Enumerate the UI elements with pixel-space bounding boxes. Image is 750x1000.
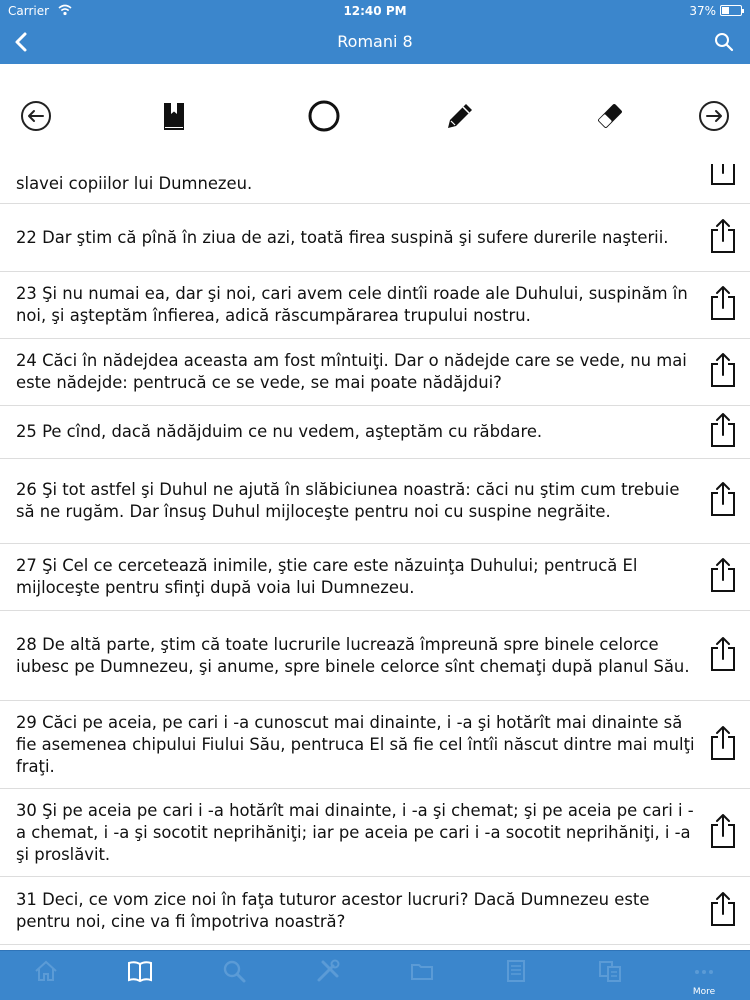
search-icon xyxy=(708,26,740,58)
home-icon xyxy=(33,958,59,984)
search-button[interactable] xyxy=(708,26,740,58)
verse-row[interactable] xyxy=(0,544,750,611)
clock: 12:40 PM xyxy=(343,4,407,18)
folder-icon xyxy=(409,958,435,984)
status-bar xyxy=(0,0,750,22)
tab-compare[interactable] xyxy=(564,951,656,1000)
tab-folders[interactable] xyxy=(376,951,468,1000)
back-button[interactable] xyxy=(6,24,42,60)
share-icon[interactable] xyxy=(708,811,738,851)
verse-text: 24 Căci în nădejdea aceasta am fost mîntuiţi. Dar o nădejde care se vede, nu mai este nădejde: pentrucă ce se vede, se mai poate nădăjdui? xyxy=(16,351,687,392)
verse-row[interactable] xyxy=(0,789,750,877)
chevron-left-icon xyxy=(6,24,42,60)
share-icon[interactable] xyxy=(708,479,738,519)
bookmark-button[interactable] xyxy=(156,98,192,134)
verse-row[interactable] xyxy=(0,406,750,459)
share-icon[interactable] xyxy=(708,723,738,763)
tab-notes[interactable] xyxy=(470,951,562,1000)
arrow-left-circle-icon xyxy=(18,98,54,134)
eraser-button[interactable] xyxy=(592,98,628,134)
battery-fill xyxy=(722,7,729,14)
compare-translations-icon xyxy=(597,958,623,984)
verse-text: 26 Şi tot astfel şi Duhul ne ajută în slăbiciunea noastră: căci nu ştim cum trebuie să ne rugăm. Dar însuş Duhul mijloceşte pentru noi cu suspine negrăite. xyxy=(16,480,680,521)
verse-row[interactable] xyxy=(0,204,750,272)
share-icon[interactable] xyxy=(708,889,738,929)
share-icon[interactable] xyxy=(708,283,738,323)
verse-row[interactable] xyxy=(0,339,750,406)
nav-bar xyxy=(0,22,750,64)
verse-row[interactable] xyxy=(0,701,750,789)
next-chapter-button[interactable] xyxy=(696,98,732,134)
battery-percent: 37% xyxy=(689,4,716,18)
notes-icon xyxy=(503,958,529,984)
pencil-icon xyxy=(442,98,478,134)
tab-search[interactable] xyxy=(188,951,280,1000)
battery-icon xyxy=(720,5,742,16)
verse-row[interactable] xyxy=(0,164,750,204)
note-edit-button[interactable] xyxy=(442,98,478,134)
share-icon[interactable] xyxy=(708,410,738,450)
verse-text: slavei copiilor lui Dumnezeu. xyxy=(16,174,253,193)
share-icon[interactable] xyxy=(708,634,738,674)
tools-icon xyxy=(315,958,341,984)
share-icon[interactable] xyxy=(708,555,738,595)
verse-list[interactable] xyxy=(0,164,750,950)
verse-text: 22 Dar ştim că pînă în ziua de azi, toată firea suspină şi sufere durerile naşterii. xyxy=(16,227,669,247)
app-header xyxy=(0,0,750,64)
tab-bar xyxy=(0,950,750,1000)
share-icon[interactable] xyxy=(708,350,738,390)
more-dots-icon xyxy=(691,958,717,984)
verse-text: 25 Pe cînd, dacă nădăjduim ce nu vedem, aşteptăm cu răbdare. xyxy=(16,422,543,441)
verse-toolbar xyxy=(0,64,750,164)
open-book-icon xyxy=(127,958,153,984)
tab-more-label: More xyxy=(692,987,716,997)
search-icon xyxy=(221,958,247,984)
verse-row[interactable] xyxy=(0,459,750,544)
tab-tools[interactable] xyxy=(282,951,374,1000)
highlight-color-button[interactable] xyxy=(306,98,342,134)
eraser-icon xyxy=(592,98,628,134)
page-title: Romani 8 xyxy=(337,32,413,51)
tab-more[interactable] xyxy=(658,951,750,1000)
verse-text: 29 Căci pe aceia, pe cari i -a cunoscut mai dinainte, i -a şi hotărît mai dinainte să fie asemenea chipului Fiului Său, pentruca El să fie cel întîi născut dintre mai mulţi fraţi. xyxy=(16,712,695,776)
verse-text: 23 Şi nu numai ea, dar şi noi, cari avem cele dintîi roade ale Duhului, suspinăm în noi, şi aşteptăm înfierea, adică răscumpărarea trupului nostru. xyxy=(16,284,688,325)
tab-home[interactable] xyxy=(0,951,92,1000)
verse-row[interactable] xyxy=(0,877,750,945)
bookmark-book-icon xyxy=(156,98,192,134)
verse-text: 30 Şi pe aceia pe cari i -a hotărît mai dinainte, i -a şi chemat; şi pe aceia pe cari i -a chemat, i -a şi socotit neprihăniţi; iar pe aceia pe cari i -a socotit neprihăniţi, i -a şi proslăvit. xyxy=(16,800,694,864)
circle-icon xyxy=(306,98,342,134)
share-icon[interactable] xyxy=(708,164,738,188)
carrier-label: Carrier xyxy=(8,4,50,18)
verse-text: 27 Şi Cel ce cercetează inimile, ştie care este năzuinţa Duhului; pentrucă El mijloceşte pentru sfinţi după voia lui Dumnezeu. xyxy=(16,556,638,597)
verse-row[interactable] xyxy=(0,611,750,701)
previous-chapter-button[interactable] xyxy=(18,98,54,134)
verse-row[interactable] xyxy=(0,272,750,339)
share-icon[interactable] xyxy=(708,216,738,256)
arrow-right-circle-icon xyxy=(696,98,732,134)
tab-bible[interactable] xyxy=(94,951,186,1000)
verse-text: 28 De altă parte, ştim că toate lucrurile lucrează împreună spre binele celorce iubesc pe Dumnezeu, şi anume, spre binele celorce sînt chemaţi după planul Său. xyxy=(16,634,690,676)
verse-text: 31 Deci, ce vom zice noi în faţa tuturor acestor lucruri? Dacă Dumnezeu este pentru noi, cine va fi împotriva noastră? xyxy=(16,889,650,931)
